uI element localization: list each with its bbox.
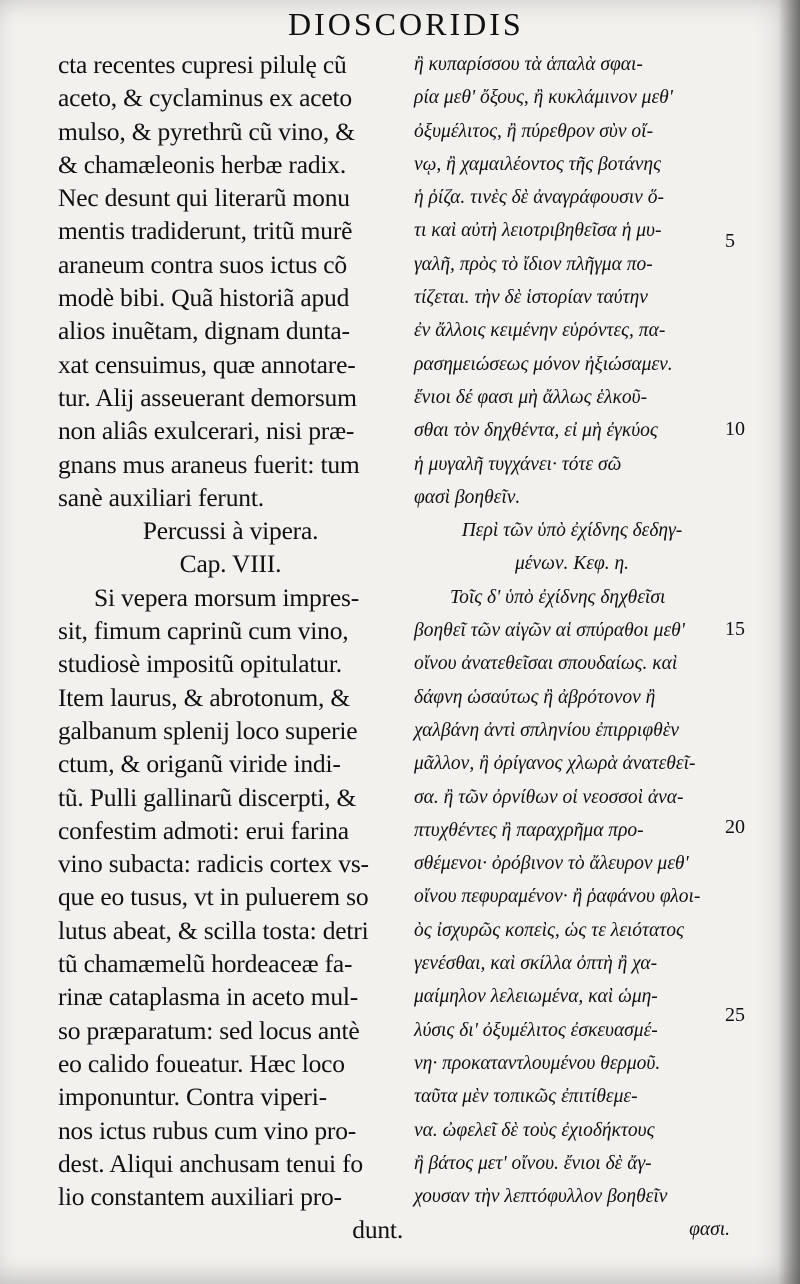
line-number: 15	[725, 618, 745, 640]
latin-line: lutus abeat, & scilla tosta: detri	[58, 915, 369, 945]
line-number: 25	[725, 1004, 745, 1026]
greek-line: σθαι τὸν δηχθέντα, εἰ μὴ ἐγκύος	[414, 420, 658, 442]
latin-line: galbanum splenij loco superie	[58, 715, 358, 745]
latin-line: mentis tradiderunt, tritũ murẽ	[58, 216, 353, 246]
greek-line: νῳ, ἢ χαμαιλέοντος τῆς βοτάνης	[414, 153, 661, 175]
latin-line: Nec desunt qui literarũ monu	[58, 183, 350, 213]
greek-line: τίζεται. τὴν δὲ ἱστορίαν ταύτην	[414, 287, 648, 309]
line-number: 20	[725, 816, 745, 838]
latin-line: rinæ cataplasma in aceto mul-	[58, 982, 359, 1012]
latin-line: eo calido foueatur. Hæc loco	[58, 1048, 345, 1078]
greek-line: ἢ κυπαρίσσου τὰ ἁπαλὰ σφαι-	[414, 54, 643, 75]
greek-line: ἡ ῥίζα. τινὲς δὲ ἀναγράφουσιν ὅ-	[414, 187, 664, 209]
greek-line: οἴνου πεφυραμένον· ἢ ῥαφάνου φλοι-	[414, 886, 701, 908]
greek-line: ἐν ἄλλοις κειμένην εὑρόντες, πα-	[414, 320, 666, 342]
greek-line: ἔνιοι δέ φασι μὴ ἄλλως ἑλκοῦ-	[414, 386, 648, 408]
greek-line: σθέμενοι· ὀρόβινον τὸ ἄλευρον μεθ'	[414, 853, 689, 875]
latin-line: mulso, & pyrethrũ cũ vino, &	[58, 116, 355, 146]
latin-line: nos ictus rubus cum vino pro-	[58, 1115, 357, 1145]
greek-line: φασὶ βοηθεῖν.	[414, 486, 521, 508]
latin-line: lio constantem auxiliari pro-	[58, 1182, 342, 1212]
greek-line: νη· προκαταντλουμένου θερμοῦ.	[414, 1052, 661, 1074]
greek-line: λύσις δι' ὀξυμέλιτος ἐσκευασμέ-	[414, 1019, 658, 1041]
greek-line: ταῦτα μὲν τοπικῶς ἐπιτίθεμε-	[414, 1086, 638, 1108]
latin-line: aceto, & cyclaminus ex aceto	[58, 83, 352, 113]
running-title: DIOSCORIDIS	[288, 6, 524, 42]
greek-chapter-heading: μένων. Κεφ. η.	[514, 553, 630, 575]
greek-line: Τοῖς δ' ὑπὸ ἐχίδνης δηχθεῖσι	[450, 586, 666, 608]
greek-line: χουσαν τὴν λεπτόφυλλον βοηθεῖν	[414, 1186, 668, 1208]
greek-line: ὸς ἰσχυρῶς κοπεὶς, ὡς τε λειότατος	[414, 919, 684, 941]
latin-line: sanè auxiliari ferunt.	[58, 482, 264, 512]
latin-line: ctum, & origanũ viride indi-	[58, 749, 341, 779]
latin-line: alios inuẽtam, dignam dunta-	[58, 316, 350, 346]
latin-line: dest. Aliqui anchusam tenui fo	[58, 1148, 363, 1178]
latin-line: studiosè impositũ opitulatur.	[58, 649, 342, 679]
latin-line: sit, fimum caprinũ cum vino,	[58, 616, 349, 646]
line-number: 5	[725, 230, 735, 252]
latin-column	[58, 48, 403, 1247]
greek-line: να. ὠφελεῖ δὲ τοὺς ἐχιοδήκτους	[414, 1119, 655, 1141]
greek-line: βοηθεῖ τῶν αἰγῶν αἱ σπύραθοι μεθ'	[414, 620, 685, 642]
greek-line: χαλβάνη ἀντὶ σπληνίου ἐπιρριφθὲν	[414, 719, 680, 741]
chapter-heading: Cap. VIII.	[179, 549, 282, 579]
greek-line: ἡ μυγαλῆ τυγχάνει· τότε σῶ	[414, 453, 622, 475]
latin-line: imponuntur. Contra viperi-	[58, 1082, 327, 1112]
latin-line: tur. Alij asseuerant demorsum	[58, 382, 357, 412]
latin-line: gnans mus araneus fuerit: tum	[58, 449, 360, 479]
latin-line: so præparatum: sed locus antè	[58, 1015, 360, 1045]
greek-line: γενέσθαι, καὶ σκίλλα ὀπτὴ ἢ χα-	[414, 953, 658, 975]
line-number: 10	[725, 418, 745, 440]
greek-line: δάφνη ὡσαύτως ἢ ἀβρότονον ἢ	[414, 686, 656, 708]
latin-line: tũ chamæmelũ hordeaceæ fa-	[58, 949, 353, 979]
latin-line: modè bibi. Quã historiã apud	[58, 283, 350, 313]
section-heading: Percussi à vipera.	[142, 516, 319, 546]
latin-line: & chamæleonis herbæ radix.	[58, 149, 346, 179]
latin-line: tũ. Pulli gallinarũ discerpti, &	[58, 782, 357, 812]
greek-line: μᾶλλον, ἢ ὀρίγανος χλωρὰ ἀνατεθεῖ-	[414, 753, 696, 775]
greek-section-heading: Περὶ τῶν ὑπὸ ἐχίδνης δεδηγ-	[461, 520, 683, 542]
latin-line: cta recentes cupresi pilulę cũ	[58, 50, 347, 79]
greek-line: μαίμηλον λελειωμένα, καὶ ὡμη-	[414, 986, 658, 1008]
latin-line: vino subacta: radicis cortex vs-	[58, 849, 369, 879]
greek-line: τι καὶ αὐτὴ λειοτριβηθεῖσα ἡ μυ-	[414, 220, 662, 242]
latin-line: xat censuimus, quæ annotare-	[58, 349, 356, 379]
greek-line: σα. ἢ τῶν ὀρνίθων οἱ νεοσσοὶ ἀνα-	[414, 786, 684, 808]
latin-line: non aliâs exulcerari, nisi præ-	[58, 416, 355, 446]
latin-line: Si vepera morsum impres-	[94, 582, 360, 612]
greek-line: γαλῆ, πρὸς τὸ ἴδιον πλῆγμα πο-	[414, 253, 653, 275]
latin-line: Item laurus, & abrotonum, &	[58, 682, 351, 712]
latin-line: que eo tusus, vt in puluerem so	[58, 882, 369, 912]
page-edge-shadow	[778, 0, 800, 1284]
greek-line: φασι.	[689, 1219, 730, 1241]
greek-line: ρασημειώσεως μόνον ἠξιώσαμεν.	[414, 353, 673, 375]
greek-line: ὀξυμέλιτος, ἢ πύρεθρον σὺν οἴ-	[414, 120, 654, 142]
greek-line: ρία μεθ' ὄξους, ἢ κυκλάμινον μεθ'	[414, 87, 673, 109]
greek-line: πτυχθέντες ἢ παραχρῆμα προ-	[414, 819, 644, 841]
greek-column	[414, 48, 730, 1247]
latin-line: confestim admoti: erui farina	[58, 815, 349, 845]
greek-line: ἢ βάτος μετ' οἴνου. ἔνιοι δὲ ἄγ-	[414, 1152, 652, 1174]
latin-line: araneum contra suos ictus cõ	[58, 249, 347, 279]
latin-line: dunt.	[352, 1215, 403, 1245]
greek-line: οἴνου ἀνατεθεῖσαι σπουδαίως. καὶ	[414, 653, 678, 675]
